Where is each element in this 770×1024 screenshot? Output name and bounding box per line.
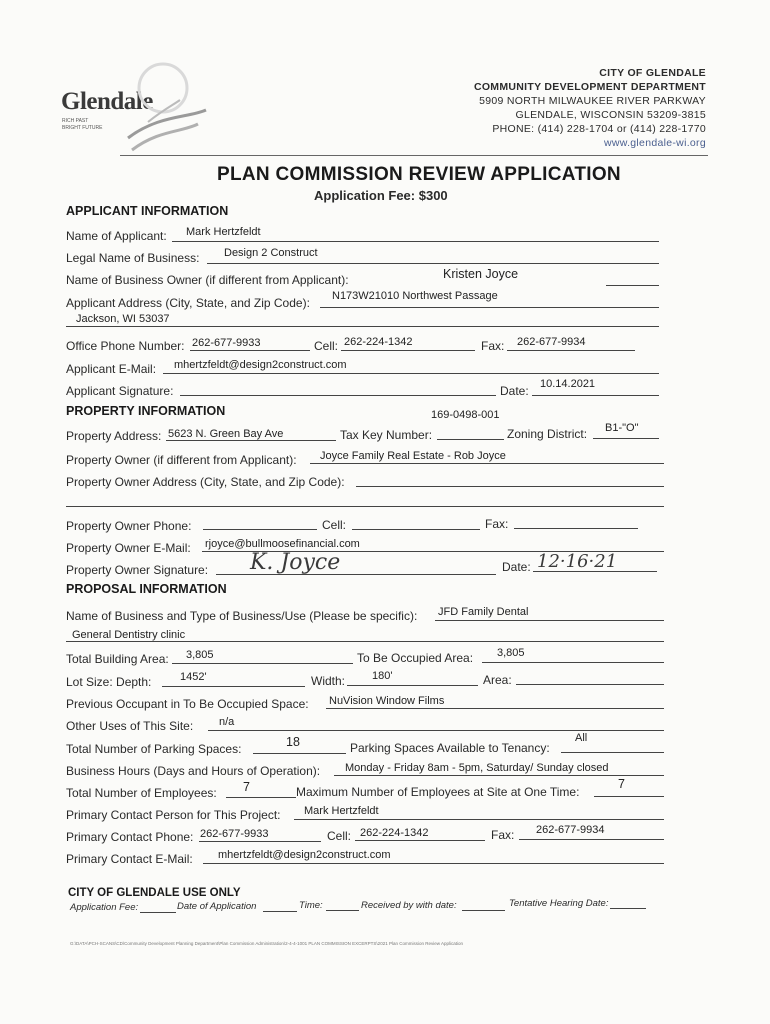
lot-depth-field[interactable] bbox=[162, 686, 305, 687]
applicant-name-value: Mark Hertzfeldt bbox=[186, 226, 261, 238]
applicant-signature-label: Applicant Signature: bbox=[66, 384, 174, 398]
header-citystate: GLENDALE, WISCONSIN 53209-3815 bbox=[515, 109, 706, 121]
contact-phone-value: 262-677-9933 bbox=[200, 828, 269, 840]
applicant-cell-value: 262-224-1342 bbox=[344, 336, 413, 348]
city-time-field[interactable] bbox=[326, 910, 359, 911]
applicant-fax-field[interactable] bbox=[507, 350, 635, 351]
lot-width-label: Width: bbox=[311, 674, 346, 688]
applicant-cell-label: Cell: bbox=[314, 339, 339, 353]
business-owner-field[interactable] bbox=[606, 285, 659, 286]
tax-key-value: 169-0498-001 bbox=[431, 409, 500, 421]
building-area-label: Total Building Area: bbox=[66, 652, 169, 666]
owner-phone-label: Property Owner Phone: bbox=[66, 519, 192, 533]
lot-area-field[interactable] bbox=[516, 684, 664, 685]
max-employees-field[interactable] bbox=[594, 796, 664, 797]
employees-label: Total Number of Employees: bbox=[66, 786, 217, 800]
contact-fax-label: Fax: bbox=[491, 828, 515, 842]
logo-tagline-2: BRIGHT FUTURE bbox=[62, 125, 103, 131]
applicant-email-field[interactable] bbox=[163, 373, 659, 374]
business-type-label: Name of Business and Type of Business/Use (Please be specific): bbox=[66, 609, 418, 623]
employees-value: 7 bbox=[243, 780, 250, 794]
logo-swoosh-icon bbox=[118, 60, 213, 160]
applicant-date-value: 10.14.2021 bbox=[540, 378, 596, 390]
owner-signature-value: K. Joyce bbox=[250, 550, 341, 575]
legal-name-value: Design 2 Construct bbox=[224, 247, 318, 259]
owner-signature-label: Property Owner Signature: bbox=[66, 563, 209, 577]
owner-address-label: Property Owner Address (City, State, and Zip Code): bbox=[66, 475, 345, 489]
office-phone-label: Office Phone Number: bbox=[66, 339, 185, 353]
header-street: 5909 NORTH MILWAUKEE RIVER PARKWAY bbox=[479, 95, 706, 107]
owner-address-field-2[interactable] bbox=[66, 506, 664, 507]
lot-depth-label: Lot Size: Depth: bbox=[66, 675, 152, 689]
applicant-address-label: Applicant Address (City, State, and Zip Code): bbox=[66, 296, 310, 310]
lot-depth-value: 1452' bbox=[180, 671, 207, 683]
city-fee-label: Application Fee: bbox=[70, 902, 139, 913]
contact-fax-field[interactable] bbox=[519, 839, 664, 840]
office-phone-field[interactable] bbox=[190, 350, 310, 351]
contact-phone-label: Primary Contact Phone: bbox=[66, 830, 194, 844]
legal-name-label: Legal Name of Business: bbox=[66, 251, 200, 265]
employees-field[interactable] bbox=[226, 797, 296, 798]
max-employees-value: 7 bbox=[618, 777, 625, 791]
property-address-value: 5623 N. Green Bay Ave bbox=[168, 428, 284, 440]
owner-email-label: Property Owner E-Mail: bbox=[66, 541, 191, 555]
footer-file-path: G:\DATA\PCH-SCANS\CD\Community Development Planning Department\Plan Commission Administration\2-4-4-1001 PLAN COMMISSION EXCERPTS\2021 Plan Commission Review Application bbox=[70, 941, 463, 946]
business-owner-value: Kristen Joyce bbox=[443, 267, 519, 281]
applicant-email-value: mhertzfeldt@design2construct.com bbox=[174, 359, 347, 371]
property-owner-value: Joyce Family Real Estate - Rob Joyce bbox=[320, 450, 506, 462]
applicant-signature-field[interactable] bbox=[180, 395, 496, 396]
property-owner-label: Property Owner (if different from Applicant): bbox=[66, 453, 297, 467]
applicant-address-value-2: Jackson, WI 53037 bbox=[76, 313, 170, 325]
applicant-date-field[interactable] bbox=[532, 395, 659, 396]
parking-spaces-label: Total Number of Parking Spaces: bbox=[66, 742, 242, 756]
zoning-value: B1-"O" bbox=[605, 422, 639, 434]
other-uses-value: n/a bbox=[219, 716, 235, 728]
other-uses-label: Other Uses of This Site: bbox=[66, 719, 194, 733]
contact-person-label: Primary Contact Person for This Project: bbox=[66, 808, 281, 822]
business-type-value: JFD Family Dental bbox=[438, 606, 529, 618]
applicant-date-label: Date: bbox=[500, 384, 529, 398]
legal-name-field[interactable] bbox=[207, 263, 659, 264]
contact-cell-value: 262-224-1342 bbox=[360, 827, 429, 839]
applicant-address-value: N173W21010 Northwest Passage bbox=[332, 290, 498, 302]
occupied-area-value: 3,805 bbox=[497, 647, 525, 659]
applicant-address-field[interactable] bbox=[320, 307, 659, 308]
building-area-value: 3,805 bbox=[186, 649, 214, 661]
lot-width-field[interactable] bbox=[347, 685, 478, 686]
city-hearing-label: Tentative Hearing Date: bbox=[509, 898, 609, 909]
city-use-heading: CITY OF GLENDALE USE ONLY bbox=[68, 887, 241, 899]
previous-occupant-label: Previous Occupant in To Be Occupied Space: bbox=[66, 697, 309, 711]
lot-area-label: Area: bbox=[483, 673, 512, 687]
contact-email-label: Primary Contact E-Mail: bbox=[66, 852, 193, 866]
contact-email-field[interactable] bbox=[203, 863, 664, 864]
contact-email-value: mhertzfeldt@design2construct.com bbox=[218, 849, 391, 861]
owner-address-field[interactable] bbox=[356, 486, 664, 487]
business-hours-label: Business Hours (Days and Hours of Operation): bbox=[66, 764, 321, 778]
owner-email-value: rjoyce@bullmoosefinancial.com bbox=[205, 538, 360, 550]
logo-wordmark: Glendale bbox=[61, 88, 153, 115]
header-phone: PHONE: (414) 228-1704 or (414) 228-1770 bbox=[492, 123, 706, 135]
lot-width-value: 180' bbox=[372, 670, 393, 682]
office-phone-value: 262-677-9933 bbox=[192, 337, 261, 349]
applicant-name-label: Name of Applicant: bbox=[66, 229, 167, 243]
parking-spaces-field[interactable] bbox=[253, 753, 346, 754]
property-address-label: Property Address: bbox=[66, 429, 162, 443]
applicant-address-field-2[interactable] bbox=[66, 326, 659, 327]
contact-cell-label: Cell: bbox=[327, 829, 352, 843]
applicant-cell-field[interactable] bbox=[341, 350, 475, 351]
owner-phone-field[interactable] bbox=[203, 529, 317, 530]
proposal-heading: PROPOSAL INFORMATION bbox=[66, 582, 227, 596]
previous-occupant-value: NuVision Window Films bbox=[329, 695, 445, 707]
other-uses-field[interactable] bbox=[208, 730, 664, 731]
occupied-area-label: To Be Occupied Area: bbox=[357, 651, 474, 665]
applicant-heading: APPLICANT INFORMATION bbox=[66, 204, 229, 218]
property-address-field[interactable] bbox=[166, 440, 336, 441]
city-date-app-field[interactable] bbox=[263, 911, 297, 912]
owner-cell-field[interactable] bbox=[352, 529, 480, 530]
business-hours-value: Monday - Friday 8am - 5pm, Saturday/ Sunday closed bbox=[345, 762, 609, 774]
contact-person-value: Mark Hertzfeldt bbox=[304, 805, 379, 817]
owner-cell-label: Cell: bbox=[322, 518, 347, 532]
tax-key-field[interactable] bbox=[437, 439, 504, 440]
building-area-field[interactable] bbox=[172, 663, 353, 664]
parking-tenancy-value: All bbox=[575, 732, 588, 744]
applicant-fax-label: Fax: bbox=[481, 339, 505, 353]
city-date-app-label: Date of Application bbox=[177, 901, 257, 912]
owner-date-label: Date: bbox=[502, 560, 531, 574]
form-title: PLAN COMMISSION REVIEW APPLICATION bbox=[217, 164, 621, 185]
city-fee-field[interactable] bbox=[140, 912, 176, 913]
business-type-field-2[interactable] bbox=[66, 641, 664, 642]
applicant-email-label: Applicant E-Mail: bbox=[66, 362, 157, 376]
header-dept: COMMUNITY DEVELOPMENT DEPARTMENT bbox=[473, 81, 706, 93]
application-fee: Application Fee: $300 bbox=[314, 188, 448, 203]
business-hours-field[interactable] bbox=[334, 775, 664, 776]
zoning-label: Zoning District: bbox=[507, 427, 588, 441]
owner-date-value: 12·16·21 bbox=[537, 551, 618, 572]
business-owner-label: Name of Business Owner (if different from Applicant): bbox=[66, 273, 349, 287]
property-heading: PROPERTY INFORMATION bbox=[66, 404, 226, 418]
property-owner-field[interactable] bbox=[310, 463, 664, 464]
header-divider bbox=[120, 155, 708, 156]
applicant-fax-value: 262-677-9934 bbox=[517, 336, 586, 348]
parking-tenancy-label: Parking Spaces Available to Tenancy: bbox=[350, 741, 550, 755]
applicant-name-field[interactable] bbox=[172, 241, 659, 242]
business-type-value-2: General Dentistry clinic bbox=[72, 629, 186, 641]
occupied-area-field[interactable] bbox=[482, 662, 664, 663]
city-time-label: Time: bbox=[299, 900, 323, 911]
zoning-field[interactable] bbox=[593, 438, 659, 439]
contact-person-field[interactable] bbox=[294, 819, 664, 820]
max-employees-label: Maximum Number of Employees at Site at One Time: bbox=[296, 785, 580, 799]
header-city: CITY OF GLENDALE bbox=[599, 67, 706, 79]
parking-tenancy-field[interactable] bbox=[561, 752, 664, 753]
contact-phone-field[interactable] bbox=[199, 841, 321, 842]
contact-fax-value: 262-677-9934 bbox=[536, 824, 605, 836]
city-hearing-field[interactable] bbox=[610, 908, 646, 909]
city-received-label: Received by with date: bbox=[361, 900, 457, 911]
logo-tagline-1: RICH PAST bbox=[62, 118, 89, 124]
previous-occupant-field[interactable] bbox=[326, 708, 664, 709]
city-received-field[interactable] bbox=[462, 910, 505, 911]
parking-spaces-value: 18 bbox=[286, 735, 300, 749]
business-type-field[interactable] bbox=[435, 620, 664, 621]
tax-key-label: Tax Key Number: bbox=[340, 428, 433, 442]
owner-fax-label: Fax: bbox=[485, 517, 509, 531]
header-website-link[interactable]: www.glendale-wi.org bbox=[604, 137, 706, 149]
owner-fax-field[interactable] bbox=[514, 528, 638, 529]
contact-cell-field[interactable] bbox=[355, 840, 485, 841]
